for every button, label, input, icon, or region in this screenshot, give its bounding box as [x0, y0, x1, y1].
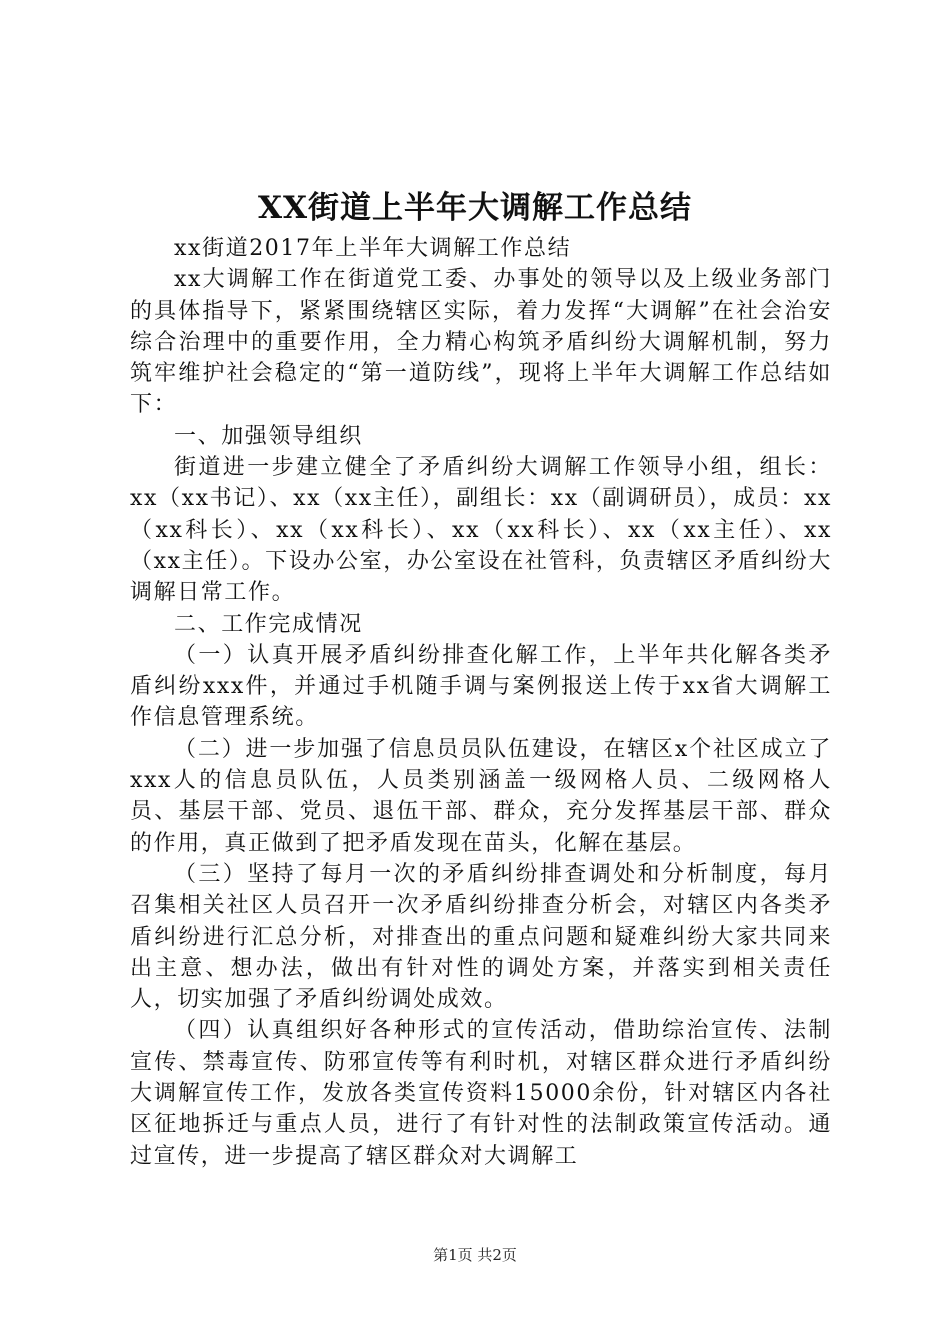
- intro-paragraph: xx大调解工作在街道党工委、办事处的领导以及上级业务部门的具体指导下，紧紧围绕辖区实际，着力发挥“大调解”在社会治安综合治理中的重要作用，全力精心构筑矛盾纠纷大调解机制，努力筑牢维护社会稳定的“第一道防线”，现将上半年大调解工作总结如下：: [130, 267, 832, 418]
- section-heading-leadership: 一、加强领导组织: [174, 423, 363, 449]
- document-title: XX街道上半年大调解工作总结: [257, 190, 693, 226]
- work-item-1-paragraph: （一）认真开展矛盾纠纷排查化解工作，上半年共化解各类矛盾纠纷xxx件，并通过手机随手调与案例报送上传于xx省大调解工作信息管理系统。: [130, 642, 832, 731]
- subtitle-paragraph: xx街道2017年上半年大调解工作总结: [174, 236, 572, 261]
- page-indicator: 第1页 共2页: [433, 1246, 517, 1264]
- section-heading-work-status: 二、工作完成情况: [174, 611, 363, 637]
- work-item-4-paragraph: （四）认真组织好各种形式的宣传活动，借助综治宣传、法制宣传、禁毒宣传、防邪宣传等有利时机，对辖区群众进行矛盾纠纷大调解宣传工作，发放各类宣传资料15000余份，针对辖区内各社区征地拆迁与重点人员，进行了有针对性的法制政策宣传活动。通过宣传，进一步提高了辖区群众对大调解工: [130, 1018, 832, 1169]
- work-item-3-paragraph: （三）坚持了每月一次的矛盾纠纷排查调处和分析制度，每月召集相关社区人员召开一次矛盾纠纷排查分析会，对辖区内各类矛盾纠纷进行汇总分析，对排查出的重点问题和疑难纠纷大家共同来出主意、想办法，做出有针对性的调处方案，并落实到相关责任人，切实加强了矛盾纠纷调处成效。: [130, 861, 832, 1013]
- document-body: [130, 233, 832, 1172]
- leadership-paragraph: 街道进一步建立健全了矛盾纠纷大调解工作领导小组，组长：xx（xx书记）、xx（xx主任），副组长：xx（副调研员），成员：xx（xx科长）、xx（xx科长）、xx（xx科长）、xx（xx主任）、xx（xx主任）。下设办公室，办公室设在社管科，负责辖区矛盾纠纷大调解日常工作。: [130, 455, 832, 606]
- work-item-2-paragraph: （二）进一步加强了信息员员队伍建设，在辖区x个社区成立了xxx人的信息员队伍，人员类别涵盖一级网格人员、二级网格人员、基层干部、党员、退伍干部、群众，充分发挥基层干部、群众的作用，真正做到了把矛盾发现在苗头，化解在基层。: [130, 736, 832, 856]
